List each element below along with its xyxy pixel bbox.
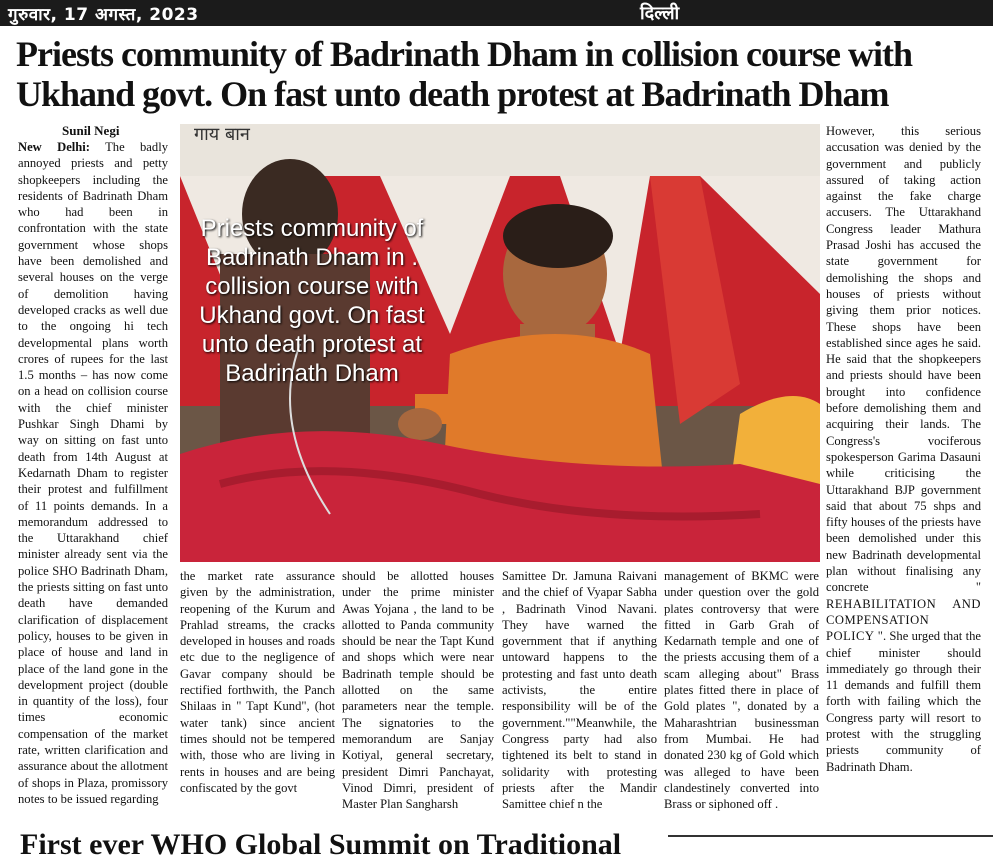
photo-signage: गाय बान [194,124,250,145]
dateline: New Delhi: [18,140,90,154]
next-article-headline-text: First ever WHO Global Summit on Traditional [20,828,622,861]
next-article-headline [20,828,680,861]
article-photo [180,124,820,562]
headline-line-1: Priests community of Badrinath Dham in collision course with [16,34,913,74]
column-6-text-b: ". She urged that the chief minister should immediately go through their 11 demands and fulfill them forth with failing which the Congress party will resort to protest with the struggling priests community of Badrinath Dham. [826,629,981,774]
column-divider [668,835,993,837]
column-6-subhead: REHABILITATION AND COMPENSATION POLICY [826,596,981,644]
masthead-date: गुरुवार, 17 अगस्त, 2023 [8,5,199,25]
photo-caption-overlay: Priests community of Badrinath Dham in . collision course with Ukhand govt. On fast unto death protest at Badrinath Dham [199,215,425,387]
column-1-text: The badly annoyed priests and petty shopkeepers including the residents of Badrinath Dham who had been in confrontation with the state government whose shops have been demolished and several houses on the verge of demolition having developed cracks as well due to the ongoing hi tech developmental plans worth crores of rupees for the last 1.5 months – has now come on a head on collision course with the chief minister Pushkar Singh Dhami by way on sitting on fast unto death from 14th August at Kedarnath Dham to register their protest and fulfillment of 11 points demands. In a memorandum addressed to the Uttarakhand chief minister already sent via the police SHO Badrinath Dham, the priests sitting on fast unto death have demanded clarification of displacement policy, houses to be given in place of house and land in place of the land gone in the development project (double in quantity of the loss), four times economic compensation of the market rate, written clarification and assurance about the allotment of shops in Plaza, promissory notes to be issued regarding [18,140,168,806]
masthead-bar [0,0,993,26]
column-6-text-a: However, this serious accusation was denied by the government and publicly assured of taking action against the fake charge accusers. The Uttarakhand Congress leader Mathura Prasad Joshi has accused the state government for demolishing the shops and houses of priests without giving them prior notices. These shops have been established since ages he said. He said that the shopkeepers and priests should have been brought into confidence before demolishing them and acquiring their lands. The Congress's vociferous spokesperson Garima Dasauni while criticising the Uttarakhand BJP government said that about 75 shps and fifty houses of the priests have been demolished under this new Badrinath developmental plan without finalising any concrete " [826,124,981,595]
article-column-3: should be allotted houses under the prime minister Awas Yojana , the land to be allotted to Panda community should be near the Tapt Kund and shops which were near Badrinath temple should be allotted on the same parameters near the temple. The signatories to the memorandum are Sanjay Kotiyal, general secretary, president Dimri Panchayat, Vinod Dimri, president of Master Plan Sangharsh [342,569,494,812]
byline: Sunil Negi [62,123,120,138]
article-column-1 [18,139,168,829]
headline-line-2: Ukhand govt. On fast unto death protest at Badrinath Dham [16,74,889,114]
article-column-4: Samittee Dr. Jamuna Raivani and the chief of Vyapar Sabha , Badrinath Vinod Navani. They have warned the government that if anything untoward happens to the protesting and fast unto death activists, the entire responsibility will be of the government.""Meanwhile, the Congress party had also tightened its belt to stand in solidarity with protesting priests after the Mandir Samittee chief n the [502,569,657,812]
masthead-city: दिल्ली [640,3,680,24]
article-headline [16,34,986,114]
article-column-5: management of BKMC were under question over the gold plates controversy that were fitted in Garb Grah of Kedarnath temple and one of the priests accusing them of a scam alleging about" Brass plates fitted there in place of Gold plates ", donated by a Maharashtrian businessman from Mumbai. He had donated 230 kg of Gold which was alleged to have been clandestinely converted into Brass or siphoned off . [664,569,819,812]
article-column-2: the market rate assurance given by the administration, reopening of the Kurum and Prahlad streams, the cracks developed in houses and roads etc due to the negligence of Gavar company should be rectified forthwith, the Panch Shilaas in " Tapt Kund", (hot water tank) since ancient times should not be tempered with, those who are living in rents in houses and are being confiscated by the govt [180,569,335,795]
article-column-6 [826,123,981,830]
